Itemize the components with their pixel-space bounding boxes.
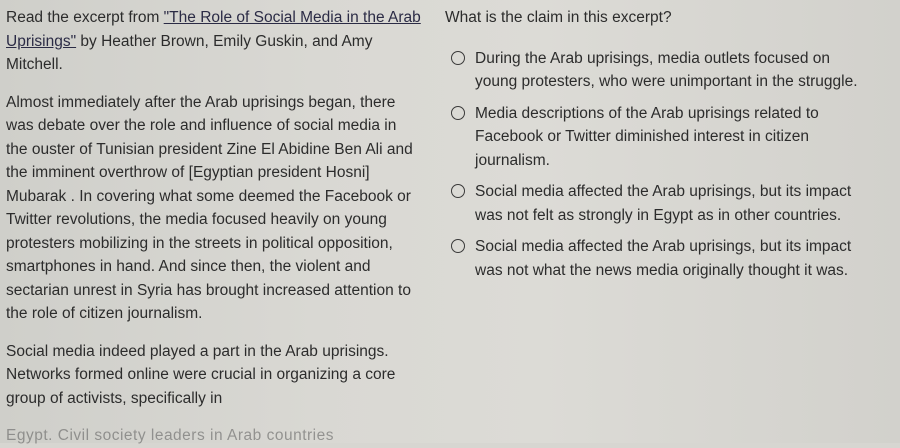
question-panel <box>445 6 865 290</box>
answer-option-4[interactable] <box>445 235 865 282</box>
excerpt-paragraph-2: Social media indeed played a part in the Arab uprisings. Networks formed online were crucial in organizing a core group of activists, specifically in <box>6 342 396 407</box>
source-title-link[interactable]: "The Role of Social Media in the Arab Uprisings" <box>6 9 421 50</box>
intro-prefix: Read the excerpt from <box>6 9 164 26</box>
answer-option-text: Social media affected the Arab uprisings, but its impact was not what the news media originally thought it was. <box>475 238 852 279</box>
answer-option-3[interactable] <box>445 180 865 227</box>
excerpt-panel <box>6 6 421 448</box>
radio-button-icon[interactable] <box>451 106 465 120</box>
answer-option-2[interactable] <box>445 102 865 173</box>
excerpt-cut-line: Egypt. Civil society leaders in Arab countries <box>6 427 334 444</box>
answer-option-text: During the Arab uprisings, media outlets focused on young protesters, who were unimportant in the struggle. <box>475 49 858 90</box>
excerpt-paragraph-1: Almost immediately after the Arab uprisings began, there was debate over the role and influence of social media in the ouster of Tunisian president Zine El Abidine Ben Ali and the imminent overthrow of [Egyptian president Hosni] Mubarak . In covering what some deemed the Facebook or Twitter revolutions, the media focused heavily on young protesters mobilizing in the streets in political opposition, smartphones in hand. And since then, the violent and sectarian unrest in Syria has brought increased attention to the role of citizen journalism. <box>6 93 413 322</box>
intro-suffix: by Heather Brown, Emily Guskin, and Amy Mitchell. <box>6 32 373 73</box>
answer-option-1[interactable] <box>445 47 865 94</box>
answer-option-text: Social media affected the Arab uprisings, but its impact was not felt as strongly in Egypt as in other countries. <box>475 183 852 224</box>
radio-button-icon[interactable] <box>451 184 465 198</box>
excerpt-intro <box>6 6 421 77</box>
radio-button-icon[interactable] <box>451 239 465 253</box>
radio-button-icon[interactable] <box>451 51 465 65</box>
question-prompt: What is the claim in this excerpt? <box>445 9 672 26</box>
answer-option-text: Media descriptions of the Arab uprisings related to Facebook or Twitter diminished interest in citizen journalism. <box>475 104 819 169</box>
